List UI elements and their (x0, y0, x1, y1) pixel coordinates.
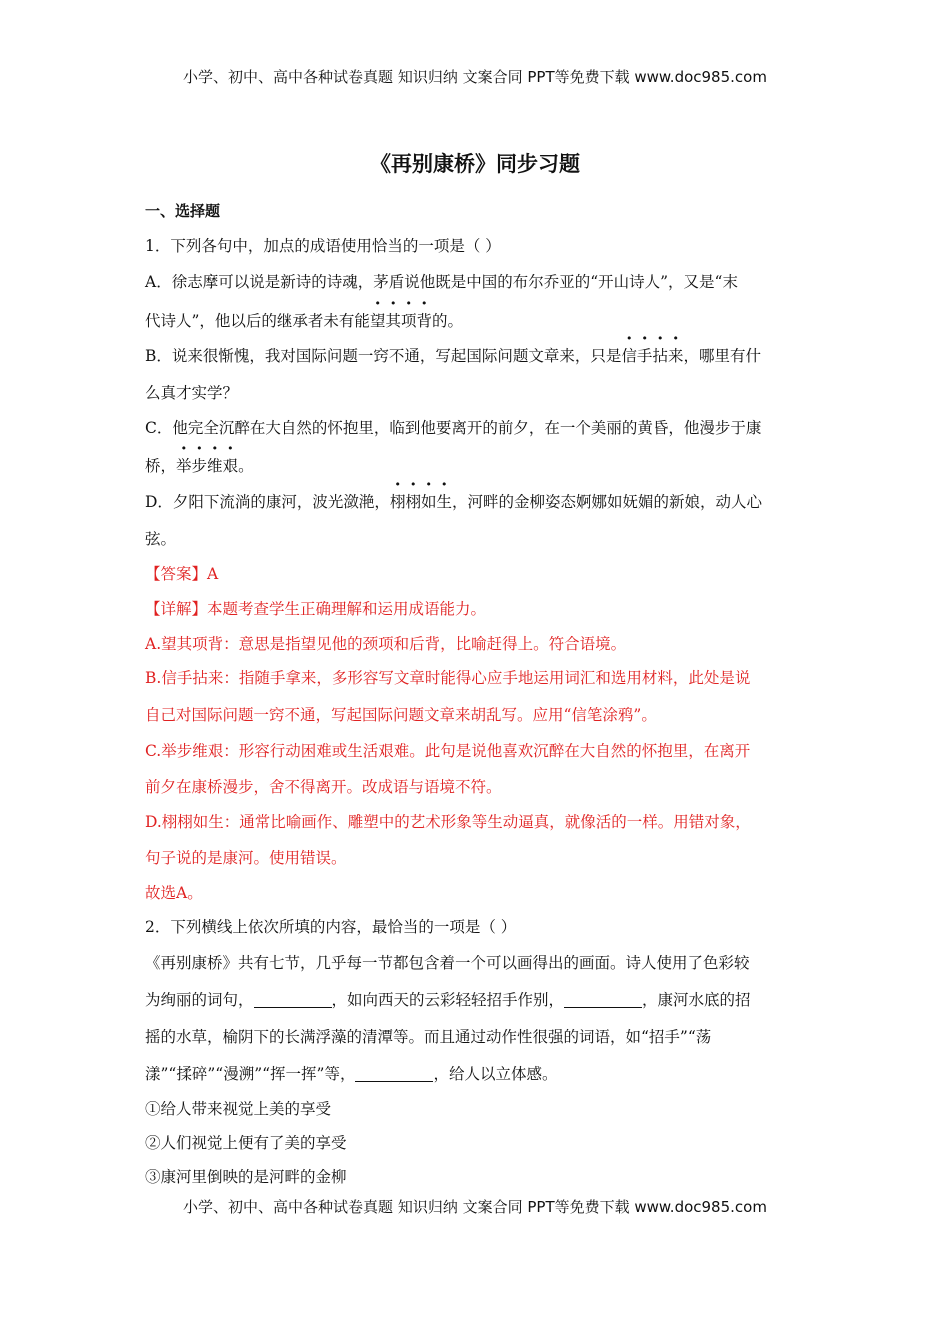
q1-option-a-line1: A．徐志摩可以说是新诗的诗魂，茅盾说他既是中国的布尔乔亚的“开山诗人”，又是“末 (145, 273, 738, 291)
q1-answer: 【答案】A (145, 565, 219, 583)
dotted-char: 背 (416, 312, 432, 330)
text: ，哪里有什 (683, 347, 761, 365)
q2-stem: 2．下列横线上依次所填的内容，最恰当的一项是（ ） (145, 918, 517, 936)
dotted-char: 项 (400, 312, 417, 330)
q1-explain-b-line2: 自己对国际问题一窍不通，写起国际问题文章来胡乱写。应用“信笔涂鸦”。 (145, 706, 657, 724)
text: D．夕阳下流淌的康河，波光潋滟， (145, 493, 390, 511)
dotted-char: 维 (207, 457, 223, 475)
q2-passage-line4 (145, 1062, 805, 1084)
dotted-char: 如 (420, 493, 437, 511)
text: 代诗人”，他以后的继承者未有能 (145, 312, 370, 330)
q1-explain-c-line2: 前夕在康桥漫步，舍不得离开。改成语与语境不符。 (145, 778, 502, 796)
q1-option-b-line1 (145, 344, 805, 366)
q2-passage-line3: 摇的水草，榆阴下的长满浮藻的清潭等。而且通过动作性很强的词语，如“招手”“荡 (145, 1028, 712, 1046)
text: ，给人以立体感。 (433, 1065, 558, 1083)
q1-detail: 【详解】本题考查学生正确理解和运用成语能力。 (145, 600, 487, 618)
q1-option-d-line2: 弦。 (145, 530, 177, 548)
q2-choice-1: ①给人带来视觉上美的享受 (145, 1100, 332, 1118)
q1-explain-c-line1: C.举步维艰：形容行动困难或生活艰难。此句是说他喜欢沉醉在大自然的怀抱里，在离开 (145, 742, 751, 760)
q2-passage-line2 (145, 988, 805, 1010)
text: 。 (238, 457, 254, 475)
text: 桥， (145, 457, 177, 475)
dotted-char: 举 (176, 457, 192, 475)
document-title: 《再别康桥》同步习题 (370, 152, 580, 176)
q1-stem: 1．下列各句中，加点的成语使用恰当的一项是（ ） (145, 237, 501, 255)
text: ，如向西天的云彩轻轻招手作别， (331, 991, 565, 1009)
text: 为绚丽的词句， (145, 991, 254, 1009)
q2-choice-2: ②人们视觉上便有了美的享受 (145, 1134, 347, 1152)
fill-blank (355, 1066, 433, 1083)
q2-choice-3: ③康河里倒映的是河畔的金柳 (145, 1168, 347, 1186)
q1-option-c-line2 (145, 454, 805, 476)
fill-blank (564, 992, 642, 1009)
q1-explain-b-line1: B.信手拈来：指随手拿来，多形容写文章时能得心应手地运用词汇和选用材料，此处是说 (145, 669, 751, 687)
dotted-char: 来 (667, 347, 684, 365)
page-footer: 小学、初中、高中各种试卷真题 知识归纳 文案合同 PPT等免费下载 www.doc985.com (183, 1198, 767, 1216)
dotted-char: 其 (385, 312, 401, 330)
q2-passage-line1: 《再别康桥》共有七节，几乎每一节都包含着一个可以画得出的画面。诗人使用了色彩较 (145, 954, 750, 972)
q1-explain-a: A.望其项背：意思是指望见他的颈项和后背，比喻赶得上。符合语境。 (145, 635, 627, 653)
q1-option-a-line2 (145, 309, 805, 331)
text: 的。 (432, 312, 464, 330)
fill-blank (254, 992, 332, 1009)
dotted-char: 望 (369, 312, 386, 330)
dotted-char: 栩 (405, 493, 421, 511)
dotted-char: 手 (636, 347, 653, 365)
text: B．说来很惭愧，我对国际问题一窍不通，写起国际问题文章来，只是 (145, 347, 622, 365)
q1-option-b-line2: 么真才实学？ (145, 384, 239, 402)
text: ，康河水底的招 (642, 991, 751, 1009)
q1-explain-d-line2: 句子说的是康河。使用错误。 (145, 849, 347, 867)
dotted-char: 栩 (389, 493, 406, 511)
text: ，河畔的金柳姿态婀娜如妩媚的新娘，动人心 (452, 493, 763, 511)
page-header: 小学、初中、高中各种试卷真题 知识归纳 文案合同 PPT等免费下载 www.doc985.com (183, 68, 767, 86)
dotted-char: 艰 (222, 457, 239, 475)
dotted-char: 步 (191, 457, 208, 475)
q1-option-c-line1: C．他完全沉醉在大自然的怀抱里，临到他要离开的前夕，在一个美丽的黄昏，他漫步于康 (145, 419, 762, 437)
text: 漾”“揉碎”“漫溯”“挥一挥”等， (145, 1065, 356, 1083)
q1-explain-d-line1: D.栩栩如生：通常比喻画作、雕塑中的艺术形象等生动逼真，就像活的一样。用错对象， (145, 813, 751, 831)
dotted-char: 信 (621, 347, 637, 365)
section-heading: 一、选择题 (145, 202, 221, 220)
q1-option-d-line1 (145, 490, 805, 512)
dotted-char: 生 (436, 493, 452, 511)
dotted-char: 拈 (652, 347, 668, 365)
q1-choose: 故选A。 (145, 884, 203, 902)
